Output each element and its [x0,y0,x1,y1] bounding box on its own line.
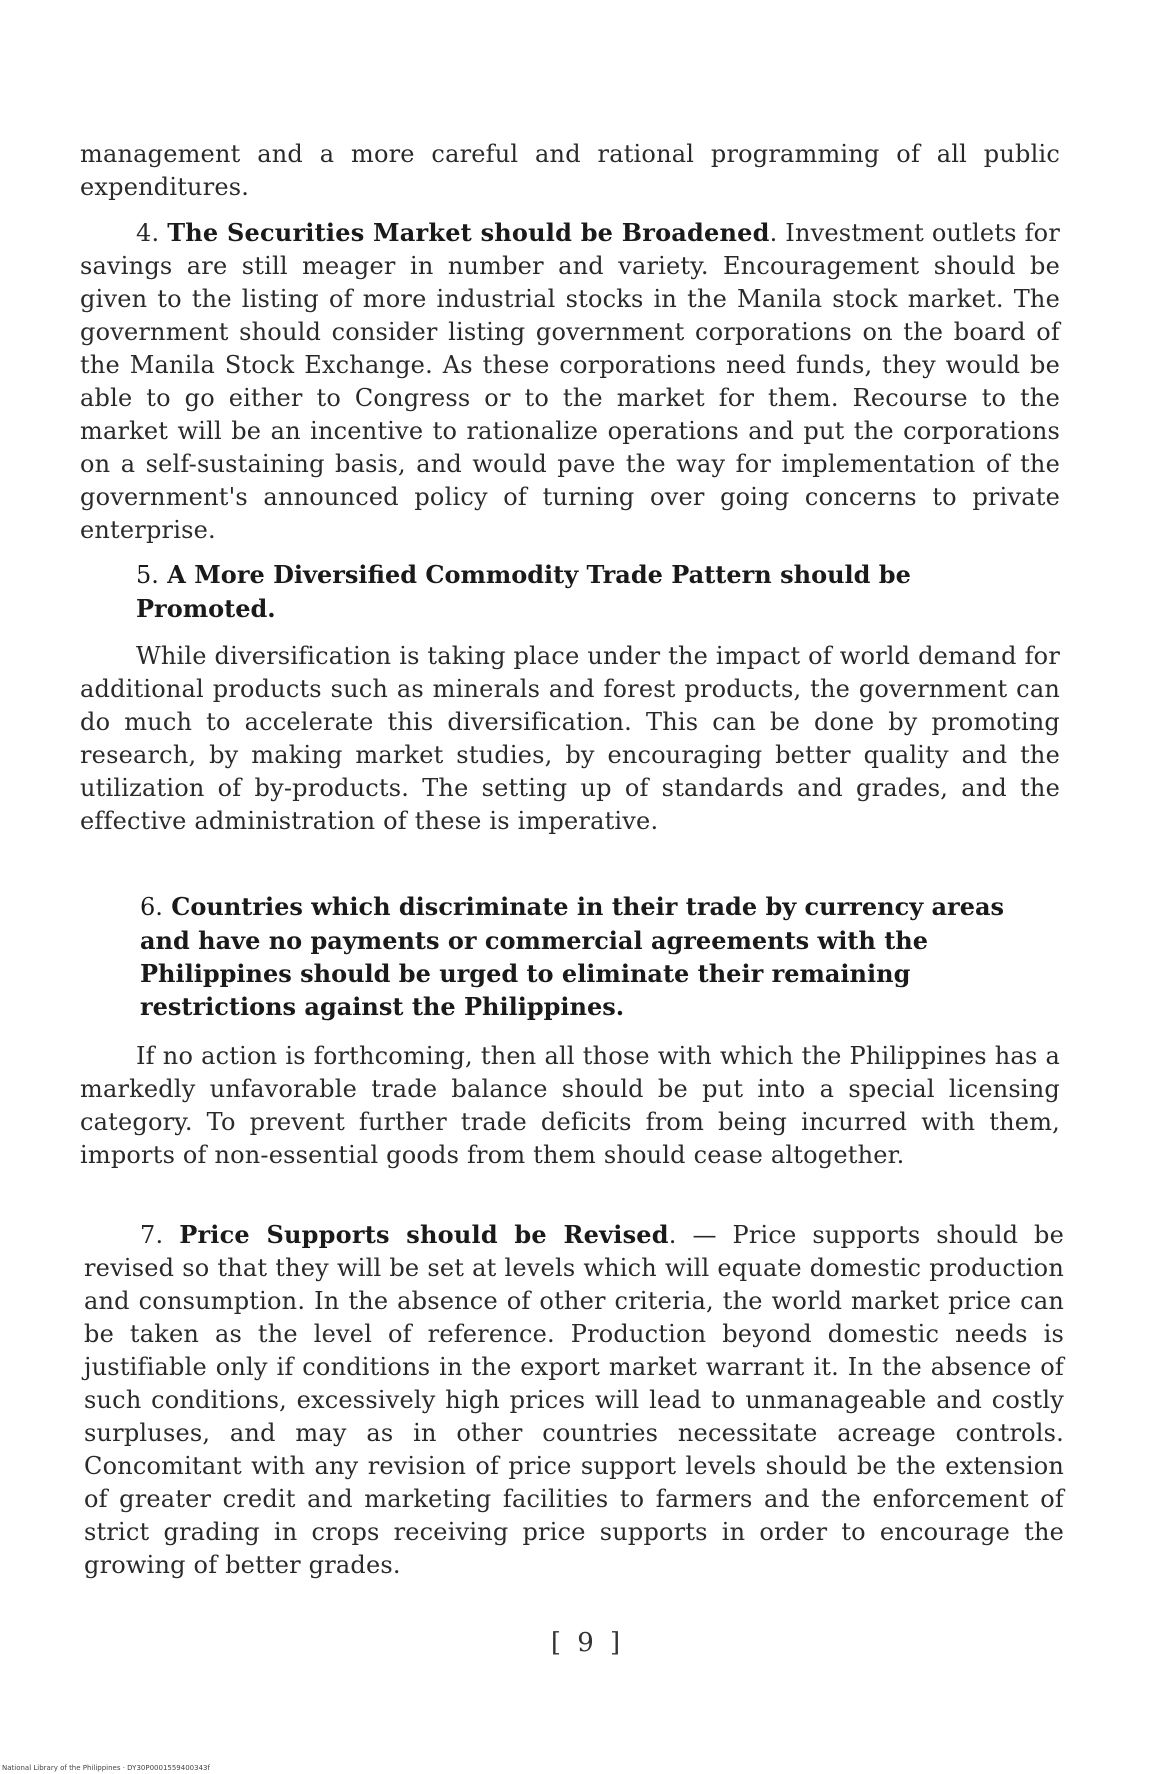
item-5-body-block [80,640,1060,838]
item-5-heading: A More Diversified Commodity Trade Pattern should be Promoted [136,560,911,623]
paragraph-continuation [80,138,1060,204]
item-5-heading-block: 5. A More Diversified Commodity Trade Pattern should be Promoted. [136,560,911,623]
item-4-paragraph [80,216,1060,547]
item-4 [80,216,1060,547]
item-6-body-block [80,1040,1060,1172]
item-7-paragraph [84,1218,1064,1582]
item-5-body: While diversification is taking place under the impact of world demand for additional products such as minerals and forest products, the government can do much to accelerate this diversification. This can be done by promoting research, by making market studies, by encouraging better quality and the utilization of by-products. The setting up of standards and grades, and the effective administration of these is imperative. [80,642,1060,835]
item-4-body: . Investment outlets for savings are still meager in number and variety. Encouragement should be given to the listing of more industrial stocks in the Manila stock market. The government should consider listing government corporations on the board of the Manila Stock Exchange. As these corporations need funds, they would be able to go either to Congress or to the market for them. Recourse to the market will be an incentive to rationalize operations and put the corporations on a self-sustaining basis, and would pave the way for implementation of the government's announced policy of turning over going concerns to private enterprise. [80,219,1060,544]
item-6-heading-block: 6. Countries which discriminate in their trade by currency areas and have no payments or commercial agreements with the Philippines should be urged to eliminate their remaining restrictions against the Philippines. [140,892,1005,1021]
item-5-number: 5. [136,561,159,589]
footer-note: National Library of the Philippines · DY30P0001559400343f [2,1764,210,1772]
item-7 [84,1218,1064,1582]
item-7-heading: Price Supports should be Revised [179,1220,669,1249]
item-6-number: 6. [140,893,163,921]
item-7-body: . — Price supports should be revised so that they will be set at levels which will equate domestic production and consumption. In the absence of other criteria, the world market price can be taken as the level of reference. Production beyond domestic needs is justifiable only if conditions in the export market warrant it. In the absence of such conditions, excessively high prices will lead to unmanageable and costly surpluses, and may as in other countries necessitate acreage controls. Concomitant with any revision of price support levels should be the extension of greater credit and marketing facilities to farmers and the enforcement of strict grading in crops receiving price supports in order to encourage the growing of better grades. [84,1221,1064,1579]
paragraph-text: management and a more careful and rational programming of all public expenditures. [80,140,1060,201]
item-4-heading: The Securities Market should be Broadened [167,218,770,247]
item-4-number: 4. [136,219,160,247]
item-6-body: If no action is forthcoming, then all those with which the Philippines has a markedly unfavorable trade balance should be put into a special licensing category. To prevent further trade deficits from being incurred with them, imports of non-essential goods from them should cease altogether. [80,1042,1060,1169]
item-7-number: 7. [140,1221,164,1249]
page-number: [ 9 ] [550,1628,625,1658]
item-6-heading: Countries which discriminate in their trade by currency areas and have no payments or commercial agreements with the Philippines should be urged to eliminate their remaining restrictions against the Philippines [140,892,1005,1021]
